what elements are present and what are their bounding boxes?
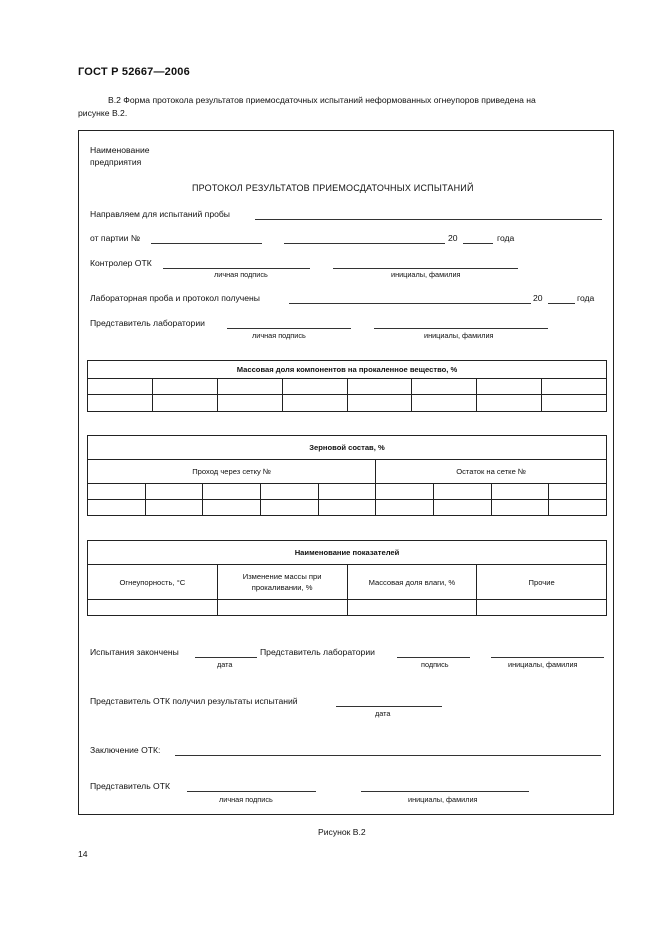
lab-rep-name-caption: инициалы, фамилия — [424, 331, 494, 340]
lab-received-date-field[interactable] — [289, 303, 531, 304]
otk-conclusion-field[interactable] — [175, 755, 601, 756]
org-name-label-2: предприятия — [90, 157, 142, 167]
year-prefix-1: 20 — [448, 233, 458, 243]
otk-rep-name-field[interactable] — [361, 791, 529, 792]
intro-paragraph-line2: рисунке В.2. — [78, 108, 128, 118]
grain-rest-header: Остаток на сетке № — [376, 460, 607, 484]
lab-rep2-name-caption: инициалы, фамилия — [508, 660, 578, 669]
tests-finished-label: Испытания закончены — [90, 647, 179, 657]
lab-rep-signature-field[interactable] — [227, 328, 351, 329]
lab-received-label: Лабораторная проба и протокол получены — [90, 293, 260, 303]
otk-rep-signature-caption: личная подпись — [219, 795, 273, 804]
otk-controller-label: Контролер ОТК — [90, 258, 152, 268]
table-row — [88, 500, 607, 516]
otk-conclusion-label: Заключение ОТК: — [90, 745, 161, 755]
grain-composition-table — [87, 435, 607, 516]
grain-table-title: Зерновой состав, % — [88, 436, 607, 460]
year-suffix-1: года — [497, 233, 515, 243]
table-row — [88, 484, 607, 500]
figure-caption: Рисунок В.2 — [318, 827, 366, 837]
lab-rep2-label: Представитель лаборатории — [260, 647, 375, 657]
otk-rep-name-caption: инициалы, фамилия — [408, 795, 478, 804]
otk-controller-name-caption: инициалы, фамилия — [391, 270, 461, 279]
batch-date-field[interactable] — [284, 243, 445, 244]
otk-controller-signature-field[interactable] — [163, 268, 310, 269]
sample-sent-field[interactable] — [255, 219, 602, 220]
otk-received-label: Представитель ОТК получил результаты испытаний — [90, 696, 298, 706]
components-table-title: Массовая доля компонентов на прокаленное вещество, % — [88, 361, 607, 379]
lab-rep2-signature-field[interactable] — [397, 657, 470, 658]
table-row — [88, 379, 607, 395]
year-field-1[interactable] — [463, 243, 493, 244]
page-number: 14 — [78, 849, 88, 859]
protocol-title: ПРОТОКОЛ РЕЗУЛЬТАТОВ ПРИЕМОСДАТОЧНЫХ ИСПЫТАНИЙ — [192, 183, 474, 193]
otk-controller-signature-caption: личная подпись — [214, 270, 268, 279]
lab-rep-name-field[interactable] — [374, 328, 548, 329]
indicator-col-moisture: Массовая доля влаги, % — [347, 565, 477, 600]
otk-received-date-caption: дата — [375, 709, 391, 718]
otk-controller-name-field[interactable] — [333, 268, 518, 269]
table-row — [88, 395, 607, 412]
otk-rep-label: Представитель ОТК — [90, 781, 170, 791]
indicators-table — [87, 540, 607, 616]
lab-rep-label: Представитель лаборатории — [90, 318, 205, 328]
lab-rep2-signature-caption: подпись — [421, 660, 449, 669]
tests-finished-date-field[interactable] — [195, 657, 257, 658]
year-prefix-2: 20 — [533, 293, 543, 303]
indicator-col-refractoriness: Огнеупорность, °С — [88, 565, 218, 600]
grain-pass-header: Проход через сетку № — [88, 460, 376, 484]
year-suffix-2: года — [577, 293, 595, 303]
indicators-table-title: Наименование показателей — [88, 541, 607, 565]
batch-number-field[interactable] — [151, 243, 262, 244]
lab-rep-signature-caption: личная подпись — [252, 331, 306, 340]
tests-finished-date-caption: дата — [217, 660, 233, 669]
components-table — [87, 360, 607, 412]
standard-header: ГОСТ Р 52667—2006 — [78, 66, 190, 78]
indicator-col-mass-change: Изменение массы при прокаливании, % — [217, 565, 347, 600]
table-row — [88, 600, 607, 616]
intro-paragraph-line1: В.2 Форма протокола результатов приемосдаточных испытаний неформованных огнеупоров приведена на — [108, 95, 536, 105]
org-name-label-1: Наименование — [90, 145, 150, 155]
indicator-col-other: Прочие — [477, 565, 607, 600]
sample-sent-label: Направляем для испытаний пробы — [90, 209, 230, 219]
otk-rep-signature-field[interactable] — [187, 791, 316, 792]
lab-rep2-name-field[interactable] — [491, 657, 604, 658]
year-field-2[interactable] — [548, 303, 575, 304]
otk-received-date-field[interactable] — [336, 706, 442, 707]
batch-label: от партии № — [90, 233, 141, 243]
protocol-form-frame — [78, 130, 614, 815]
